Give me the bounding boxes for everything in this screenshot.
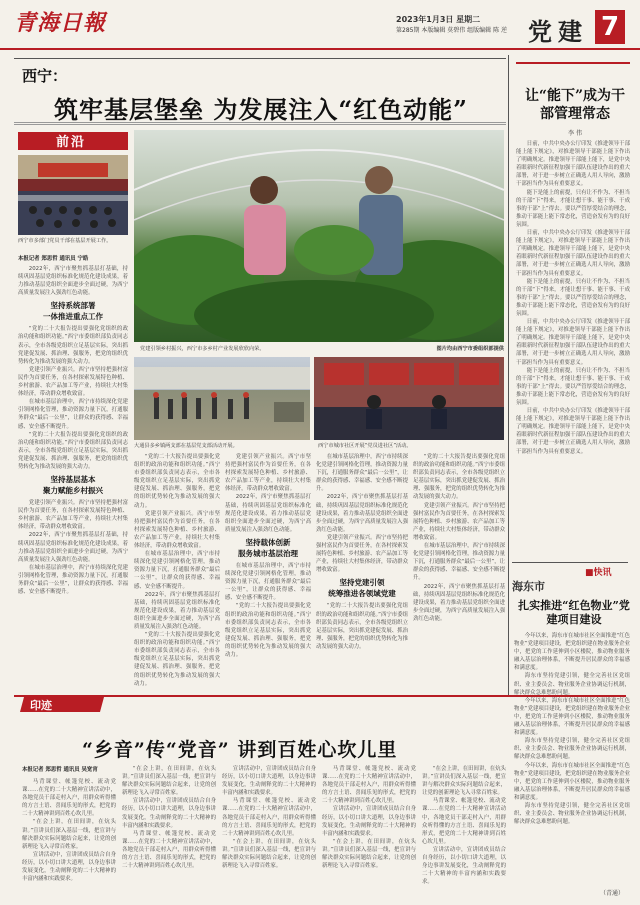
bottom-column-3 xyxy=(222,765,316,898)
village-activity-photo-art xyxy=(134,357,310,440)
paragraph: 2022年，西宁市聚焦抓基层打基础，持续巩固基层党组织标准化规范化建设成果，着力推动基层党组织全面进步全面过硬，为西宁高质量发展注入强劲红色动能。 xyxy=(18,266,128,297)
paragraph: 宣讲活动中，宣讲团成员结合自身经历，以小切口讲大道理，以身边事讲发展变化，生动阐释党的二十大精神的丰富内涵和实践要求。 xyxy=(322,806,416,837)
bottom-column-2 xyxy=(122,765,216,898)
bottom-column-5 xyxy=(422,765,506,898)
paragraph: 2022年，西宁市聚焦抓基层打基础，持续巩固基层党组织标准化规范化建设成果，着力推动基层党组织全面进步全面过硬，为西宁高质量发展注入强劲红色动能。 xyxy=(225,494,311,533)
subheading: 聚力赋能乡村振兴 xyxy=(43,486,103,496)
meeting-photo xyxy=(18,155,128,235)
paragraph: 在城市基层治理中，西宁市持续深化党建引领网格化管理，推动资源力量下沉，打通服务群众“最后一公里”，让群众的获得感、幸福感、安全感不断提升。 xyxy=(413,543,505,582)
article-column-5 xyxy=(413,453,505,693)
brief-location: 海东市 xyxy=(512,580,545,593)
paragraph: 在城市基层治理中，西宁市持续深化党建引领网格化管理，推动资源力量下沉，打通服务群众“最后一公里”，让群众的获得感、幸福感、安全感不断提升。 xyxy=(225,562,311,602)
paragraph: 党建引领产业振兴。西宁市坚持把强村富民作为首要任务，在各村探索发展特色种植、乡村旅游、农产品加工等产业，持续壮大村集体经济，带动群众增收致富。 xyxy=(18,366,128,398)
paragraph: 能下是能上的前提，只有让不作为、不担当的干部“下”得来，才能让想干事、能干事、干成事的干部“上”得去。要以严管厚爱结合的理念，推动干部能上能下常态化，营造奋发有为的良好氛围。 xyxy=(516,278,630,317)
subheading: 统筹推进各领域党建 xyxy=(328,589,396,599)
paragraph: 日前，中共中央办公厅印发《推进领导干部能上能下规定》，对推进领导干部能上能下作出了明确规定。推进领导干部能上能下，是党中央着眼新时代新征程加强干部队伍建设作出的重大部署，对于进一步树立正确选人用人导向，激励干部担当作为具有重要意义。 xyxy=(516,408,630,455)
article-column-1 xyxy=(18,265,128,690)
paragraph: 在城市基层治理中，西宁市持续深化党建引领网格化管理，推动资源力量下沉，打通服务群众“最后一公里”，让群众的获得感、幸福感、安全感不断提升。 xyxy=(18,399,128,430)
paragraph: 党建引领产业振兴。西宁市坚持把强村富民作为首要任务，在各村探索发展特色种植、乡村旅游、农产品加工等产业，持续壮大村集体经济，带动群众增收致富。 xyxy=(134,510,220,550)
paragraph: 今年以来，海东市在城市社区全面推进“红色物业”党建项目建设，把党组织建在物业服务企业中，把党的工作延伸到小区楼院，推动物业服务融入基层治理体系，不断提升居民群众的幸福感和满意度。 xyxy=(514,762,630,801)
photo-caption: 党建引领乡村振兴，西宁市多乡村产业发展欣欣向荣。 xyxy=(140,346,265,352)
paragraph: 马背课堂、帐篷党校、流动党课……在党的二十大精神宣讲活动中，各地党员干部走村入户，用群众听得懂的方言土语、喜闻乐见的形式，把党的二十大精神讲到百姓心坎儿里。 xyxy=(22,779,116,818)
paragraph: 马背课堂、帐篷党校、流动党课……在党的二十大精神宣讲活动中，各地党员干部走村入户，用群众听得懂的方言土语、喜闻乐见的形式，把党的二十大精神讲到百姓心坎儿里。 xyxy=(322,766,416,805)
bottom-column-4 xyxy=(322,765,416,898)
divider xyxy=(512,562,628,563)
paragraph: 宣讲活动中，宣讲团成员结合自身经历，以小切口讲大道理，以身边事讲发展变化，生动阐释党的二十大精神的丰富内涵和实践要求。 xyxy=(422,846,506,886)
greenhouse-photo xyxy=(134,130,504,342)
paragraph: 党建引领产业振兴。西宁市坚持把强村富民作为首要任务，在各村探索发展特色种植、乡村旅游、农产品加工等产业，持续壮大村集体经济，带动群众增收致富。 xyxy=(413,502,505,541)
paragraph: 2022年，西宁市聚焦抓基层打基础，持续巩固基层党组织标准化规范化建设成果，着力推动基层党组织全面进步全面过硬，为西宁高质量发展注入强劲红色动能。 xyxy=(316,494,408,533)
headline-kicker: 西宁： xyxy=(22,67,68,85)
paragraph: “在会上讲，在田间讲，在炕头讲。”宣讲员们深入基层一线，把宣讲与解决群众实际问题结合起来，让党的创新理论飞入寻常百姓家。 xyxy=(22,819,116,850)
article-column-4 xyxy=(316,453,408,693)
paragraph: “在会上讲，在田间讲，在炕头讲。”宣讲员们深入基层一线，把宣讲与解决群众实际问题结合起来，让党的创新理论飞入寻常百姓家。 xyxy=(222,838,316,870)
photo-caption: 西宁市城市社区开展“党员进社区”活动。 xyxy=(318,443,412,449)
paragraph: “党的二十大报告提出要强化党组织的政治功能和组织功能。”西宁市委组织部负责同志表示，全市各级党组织立足基层实际，突出抓党建促发展、抓治理、强服务，把党的组织优势转化为推动发展的强大动力。 xyxy=(134,632,220,687)
paragraph: “在会上讲，在田间讲，在炕头讲。”宣讲员们深入基层一线，把宣讲与解决群众实际问题结合起来，让党的创新理论飞入寻常百姓家。 xyxy=(422,766,506,797)
divider xyxy=(14,58,506,59)
commentary-headline: 让“能下”成为干部管理常态 xyxy=(524,88,626,122)
bottom-column-1 xyxy=(22,778,116,898)
newspaper-logo: 青海日報 xyxy=(14,10,107,36)
article-column-3 xyxy=(225,453,311,693)
subheading: 坚持系统部署 xyxy=(50,301,96,311)
page-number: 7 xyxy=(595,10,625,44)
subheading: 坚持党建引领 xyxy=(339,578,385,588)
paragraph: 今年以来，海东市在城市社区全面推进“红色物业”党建项目建设，把党组织建在物业服务企业中，把党的工作延伸到小区楼院，推动物业服务融入基层治理体系，不断提升居民群众的幸福感和满意度。 xyxy=(514,697,630,737)
paragraph: 能下是能上的前提，只有让不作为、不担当的干部“下”得来，才能让想干事、能干事、干成事的干部“上”得去。要以严管厚爱结合的理念，推动干部能上能下常态化，营造奋发有为的良好氛围。 xyxy=(516,189,630,228)
news-flash-tag: ■快讯 xyxy=(585,568,612,578)
paragraph: “党的二十大报告提出要强化党组织的政治功能和组织功能。”西宁市委组织部负责同志表示，全市各级党组织立足基层实际，突出抓党建促发展、抓治理、强服务，把党的组织优势转化为推动发展的强大动力。 xyxy=(18,326,128,365)
paragraph: 2022年，西宁市聚焦抓基层打基础，持续巩固基层党组织标准化规范化建设成果，着力推动基层党组织全面进步全面过硬，为西宁高质量发展注入强劲红色动能。 xyxy=(413,583,505,622)
main-headline: 筑牢基层堡垒 为发展注入“红色动能” xyxy=(54,95,468,124)
commentary-author: 李 伟 xyxy=(568,130,582,137)
paragraph: 宣讲活动中，宣讲团成员结合自身经历，以小切口讲大道理，以身边事讲发展变化，生动阐释党的二十大精神的丰富内涵和实践要求。 xyxy=(222,766,316,797)
paragraph: 能下是能上的前提，只有让不作为、不担当的干部“下”得来，才能让想干事、能干事、干成事的干部“上”得去。要以严管厚爱结合的理念，推动干部能上能下常态化，营造奋发有为的良好氛围。 xyxy=(516,367,630,406)
paragraph: “在会上讲，在田间讲，在炕头讲。”宣讲员们深入基层一线，把宣讲与解决群众实际问题结合起来，让党的创新理论飞入寻常百姓家。 xyxy=(122,766,216,797)
byline: 本报记者 郑思哲 通讯员 宁皓 xyxy=(18,256,89,262)
paragraph: 马背课堂、帐篷党校、流动党课……在党的二十大精神宣讲活动中，各地党员干部走村入户，用群众听得懂的方言土语、喜闻乐见的形式，把党的二十大精神讲到百姓心坎儿里。 xyxy=(422,798,506,845)
paragraph: “党的二十大报告提出要强化党组织的政治功能和组织功能。”西宁市委组织部负责同志表示，全市各级党组织立足基层实际，突出抓党建促发展、抓治理、强服务，把党的组织优势转化为推动发展的强大动力。 xyxy=(316,603,408,650)
dateline xyxy=(396,14,536,36)
paragraph: 日前，中共中央办公厅印发《推进领导干部能上能下规定》，对推进领导干部能上能下作出了明确规定。推进领导干部能上能下，是党中央着眼新时代新征程加强干部队伍建设作出的重大部署，对于进一步树立正确选人用人导向，激励干部担当作为具有重要意义。 xyxy=(516,230,630,277)
paragraph: “党的二十大报告提出要强化党组织的政治功能和组织功能。”西宁市委组织部负责同志表示，全市各级党组织立足基层实际，突出抓党建促发展、抓治理、强服务，把党的组织优势转化为推动发展的强大动力。 xyxy=(225,603,311,658)
brief-body xyxy=(514,632,630,892)
issue-info: 第285期 本版编辑 莫碧伟 组版编辑 陈 逆 xyxy=(396,27,507,34)
paragraph: 海东市坚持党建引领，健全完善社区党组织、业主委员会、物业服务企业协调运行机制，解决群众急难愁盼问题。 xyxy=(514,738,630,761)
paragraph: 在城市基层治理中，西宁市持续深化党建引领网格化管理，推动资源力量下沉，打通服务群众“最后一公里”，让群众的获得感、幸福感、安全感不断提升。 xyxy=(18,564,128,596)
paragraph: 党建引领产业振兴。西宁市坚持把强村富民作为首要任务，在各村探索发展特色种植、乡村旅游、农产品加工等产业，持续壮大村集体经济，带动群众增收致富。 xyxy=(316,534,408,574)
imprint-label: 印迹 xyxy=(30,699,52,712)
paragraph: 今年以来，海东市在城市社区全面推进“红色物业”党建项目建设，把党组织建在物业服务企业中，把党的工作延伸到小区楼院，推动物业服务融入基层治理体系，不断提升居民群众的幸福感和满意度。 xyxy=(514,633,630,672)
paragraph: 马背课堂、帐篷党校、流动党课……在党的二十大精神宣讲活动中，各地党员干部走村入户，用群众听得懂的方言土语、喜闻乐见的形式，把党的二十大精神讲到百姓心坎儿里。 xyxy=(222,798,316,837)
paragraph: 日前，中共中央办公厅印发《推进领导干部能上能下规定》，对推进领导干部能上能下作出了明确规定。推进领导干部能上能下，是党中央着眼新时代新征程加强干部队伍建设作出的重大部署，对于进一步树立正确选人用人导向，激励干部担当作为具有重要意义。 xyxy=(516,319,630,366)
paragraph: 海东市坚持党建引领，健全完善社区党组织、业主委员会、物业服务企业协调运行机制，解决群众急难愁盼问题。 xyxy=(514,673,630,696)
subheading: 一体推进重点工作 xyxy=(43,312,103,322)
brief-headline: 扎实推进“红色物业”党建项目建设 xyxy=(518,599,630,626)
subheading: 服务城市基层治理 xyxy=(238,548,298,558)
bottom-headline: “乡音”传“党音” 讲到百姓心坎儿里 xyxy=(82,739,398,761)
commentary-body xyxy=(516,140,630,558)
paragraph: “党的二十大报告提出要强化党组织的政治功能和组织功能。”西宁市委组织部负责同志表示，全市各级党组织立足基层实际，突出抓党建促发展、抓治理、强服务，把党的组织优势转化为推动发展的强大动力。 xyxy=(18,431,128,470)
village-activity-photo xyxy=(134,357,310,440)
community-service-photo xyxy=(314,357,504,440)
issue-date: 2023年1月3日 星期二 xyxy=(396,15,481,24)
meeting-photo-art xyxy=(18,155,128,235)
frontline-label: 前沿 xyxy=(56,135,87,150)
paragraph: 在城市基层治理中，西宁市持续深化党建引领网格化管理，推动资源力量下沉，打通服务群众“最后一公里”，让群众的获得感、幸福感、安全感不断提升。 xyxy=(134,551,220,590)
photo-caption: 大通县多乡镇两支部在基层党支部活动开展。 xyxy=(134,443,238,449)
paragraph: 在城市基层治理中，西宁市持续深化党建引领网格化管理，推动资源力量下沉，打通服务群众“最后一公里”，让群众的获得感、幸福感、安全感不断提升。 xyxy=(316,454,408,493)
commentary-rule xyxy=(516,62,630,84)
paragraph: 2022年，西宁市聚焦抓基层打基础，持续巩固基层党组织标准化规范化建设成果，着力推动基层党组织全面进步全面过硬，为西宁高质量发展注入强劲红色动能。 xyxy=(134,591,220,630)
paragraph: 党建引领产业振兴。西宁市坚持把强村富民作为首要任务，在各村探索发展特色种植、乡村旅游、农产品加工等产业，持续壮大村集体经济，带动群众增收致富。 xyxy=(18,500,128,531)
paragraph: 海东市坚持党建引领，健全完善社区党组织、业主委员会、物业服务企业协调运行机制，解决群众急难愁盼问题。 xyxy=(514,802,630,826)
paragraph: 马背课堂、帐篷党校、流动党课……在党的二十大精神宣讲活动中，各地党员干部走村入户，用群众听得懂的方言土语、喜闻乐见的形式，把党的二十大精神讲到百姓心坎儿里。 xyxy=(122,830,216,870)
paragraph: 宣讲活动中，宣讲团成员结合自身经历，以小切口讲大道理，以身边事讲发展变化，生动阐释党的二十大精神的丰富内涵和实践要求。 xyxy=(122,798,216,829)
photo-caption: 西宁市多部门党员干部在基层开展工作。 xyxy=(18,238,112,244)
photo-credit: 图片均由西宁市委组织部提供 xyxy=(436,346,504,352)
paragraph: “党的二十大报告提出要强化党组织的政治功能和组织功能。”西宁市委组织部负责同志表示，全市各级党组织立足基层实际，突出抓党建促发展、抓治理、强服务，把党的组织优势转化为推动发展的强大动力。 xyxy=(134,454,220,509)
article-column-2 xyxy=(134,453,220,693)
paragraph: 党建引领产业振兴。西宁市坚持把强村富民作为首要任务，在各村探索发展特色种植、乡村旅游、农产品加工等产业，持续壮大村集体经济，带动群众增收致富。 xyxy=(225,454,311,493)
paragraph: 日前，中共中央办公厅印发《推进领导干部能上能下规定》，对推进领导干部能上能下作出了明确规定。推进领导干部能上能下，是党中央着眼新时代新征程加强干部队伍建设作出的重大部署，对于进一步树立正确选人用人导向，激励干部担当作为具有重要意义。 xyxy=(516,141,630,188)
greenhouse-photo-art xyxy=(134,130,504,342)
subheading: 坚持载体创新 xyxy=(245,537,291,547)
community-service-photo-art xyxy=(314,357,504,440)
paragraph: 宣讲活动中，宣讲团成员结合自身经历，以小切口讲大道理，以身边事讲发展变化，生动阐释党的二十大精神的丰富内涵和实践要求。 xyxy=(22,851,116,883)
headline-rule xyxy=(14,122,506,125)
paragraph: “在会上讲，在田间讲，在炕头讲。”宣讲员们深入基层一线，把宣讲与解决群众实际问题结合起来，让党的创新理论飞入寻常百姓家。 xyxy=(322,838,416,870)
column-divider xyxy=(508,55,509,695)
paragraph: “党的二十大报告提出要强化党组织的政治功能和组织功能。”西宁市委组织部负责同志表示，全市各级党组织立足基层实际，突出抓党建促发展、抓治理、强服务，把党的组织优势转化为推动发展的强大动力。 xyxy=(413,454,505,501)
section-title: 党建 xyxy=(528,17,588,46)
subheading: 坚持基层基本 xyxy=(50,475,96,485)
brief-credit: （青通） xyxy=(600,890,625,897)
paragraph: 2022年，西宁市聚焦抓基层打基础，持续巩固基层党组织标准化规范化建设成果，着力推动基层党组织全面进步全面过硬，为西宁高质量发展注入强劲红色动能。 xyxy=(18,532,128,563)
byline: 本报记者 郑思哲 通讯员 吴宽宵 xyxy=(22,767,98,773)
